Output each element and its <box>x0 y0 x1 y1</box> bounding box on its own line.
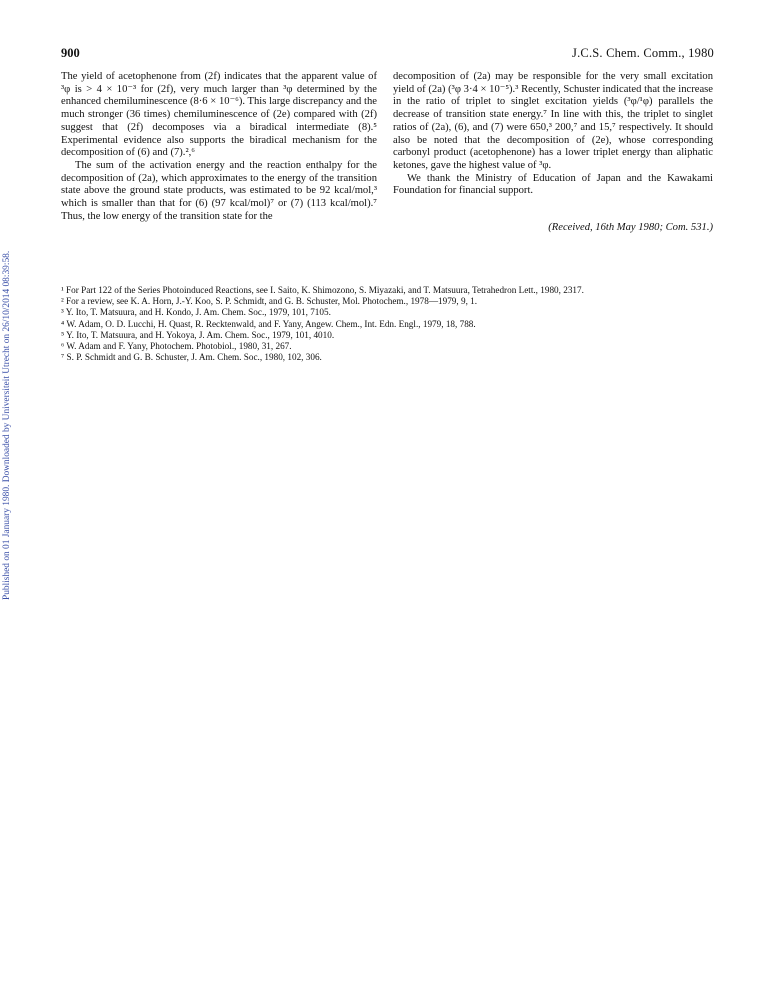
left-paragraph-2: The sum of the activation energy and the reaction enthalpy for the decomposition of (2a), which approximates to the energy of the transition state above the ground state products, was estimated to be 92 kcal/mol,³ which is smaller than that for (6) (97 kcal/mol)⁷ or (7) (113 kcal/mol).⁷ Thus, the low energy of the transition state for the <box>61 159 377 222</box>
right-column <box>393 71 713 235</box>
footnote-6: ⁶ W. Adam and F. Yany, Photochem. Photobiol., 1980, 31, 267. <box>61 341 292 352</box>
left-paragraph-1: The yield of acetophenone from (2f) indicates that the apparent value of ³φ is > 4 × 10⁻³ for (2f), very much larger than ³φ determined by the enhanced chemiluminescence (8·6 × 10⁻⁶). This large discrepancy and the much stronger (36 times) chemiluminescence of (2e) compared with (2f) suggest that (2f) decomposes via a biradical intermediate (8).⁵ Experimental evidence also supports the biradical mechanism for the decomposition of (6) and (7).²,⁶ <box>61 71 377 159</box>
left-column <box>61 71 377 223</box>
download-watermark <box>2 170 16 600</box>
footnote-5: ⁵ Y. Ito, T. Matsuura, and H. Yokoya, J. Am. Chem. Soc., 1979, 101, 4010. <box>61 329 335 340</box>
download-notice: Published on 01 January 1980. Downloaded by Universiteit Utrecht on 26/10/2014 08:39:58. <box>2 250 12 600</box>
page-number: 900 <box>61 46 80 60</box>
acknowledgement: We thank the Ministry of Education of Japan and the Kawakami Foundation for financial support. <box>393 172 713 197</box>
received-date <box>393 222 713 235</box>
footnote-2: ² For a review, see K. A. Horn, J.-Y. Koo, S. P. Schmidt, and G. B. Schuster, Mol. Photochem., 1978—1979, 9, 1. <box>61 296 478 307</box>
footnote-7: ⁷ S. P. Schmidt and G. B. Schuster, J. Am. Chem. Soc., 1980, 102, 306. <box>61 352 322 363</box>
footnote-4: ⁴ W. Adam, O. D. Lucchi, H. Quast, R. Recktenwald, and F. Yany, Angew. Chem., Int. Edn. Engl., 1979, 18, 788. <box>61 318 476 329</box>
footnotes <box>61 285 716 363</box>
received-text: (Received, 16th May 1980; Com. 531.) <box>548 222 713 234</box>
right-paragraph-1: decomposition of (2a) may be responsible for the very small excitation yield of (2a) (³φ 3·4 × 10⁻⁵).³ Recently, Schuster indicated that the increase in the ratio of triplet to singlet excitation yields (³φ/¹φ) parallels the decrease of transition state energy.⁷ In line with this, the triplet to singlet ratios of (2a), (6), and (7) were 650,³ 200,⁷ and 15,⁷ respectively. It should also be noted that the decomposition of (2e), whose corresponding carbonyl product (acetophenone) has a lower triplet energy than aliphatic ketones, gave the highest value of ³φ. <box>393 71 713 171</box>
journal-title: J.C.S. Chem. Comm., 1980 <box>572 46 714 60</box>
footnote-1: ¹ For Part 122 of the Series Photoinduced Reactions, see I. Saito, K. Shimozono, S. Miyazaki, and T. Matsuura, Tetrahedron Lett., 1980, 2317. <box>61 285 584 295</box>
footnote-3: ³ Y. Ito, T. Matsuura, and H. Kondo, J. Am. Chem. Soc., 1979, 101, 7105. <box>61 307 331 318</box>
